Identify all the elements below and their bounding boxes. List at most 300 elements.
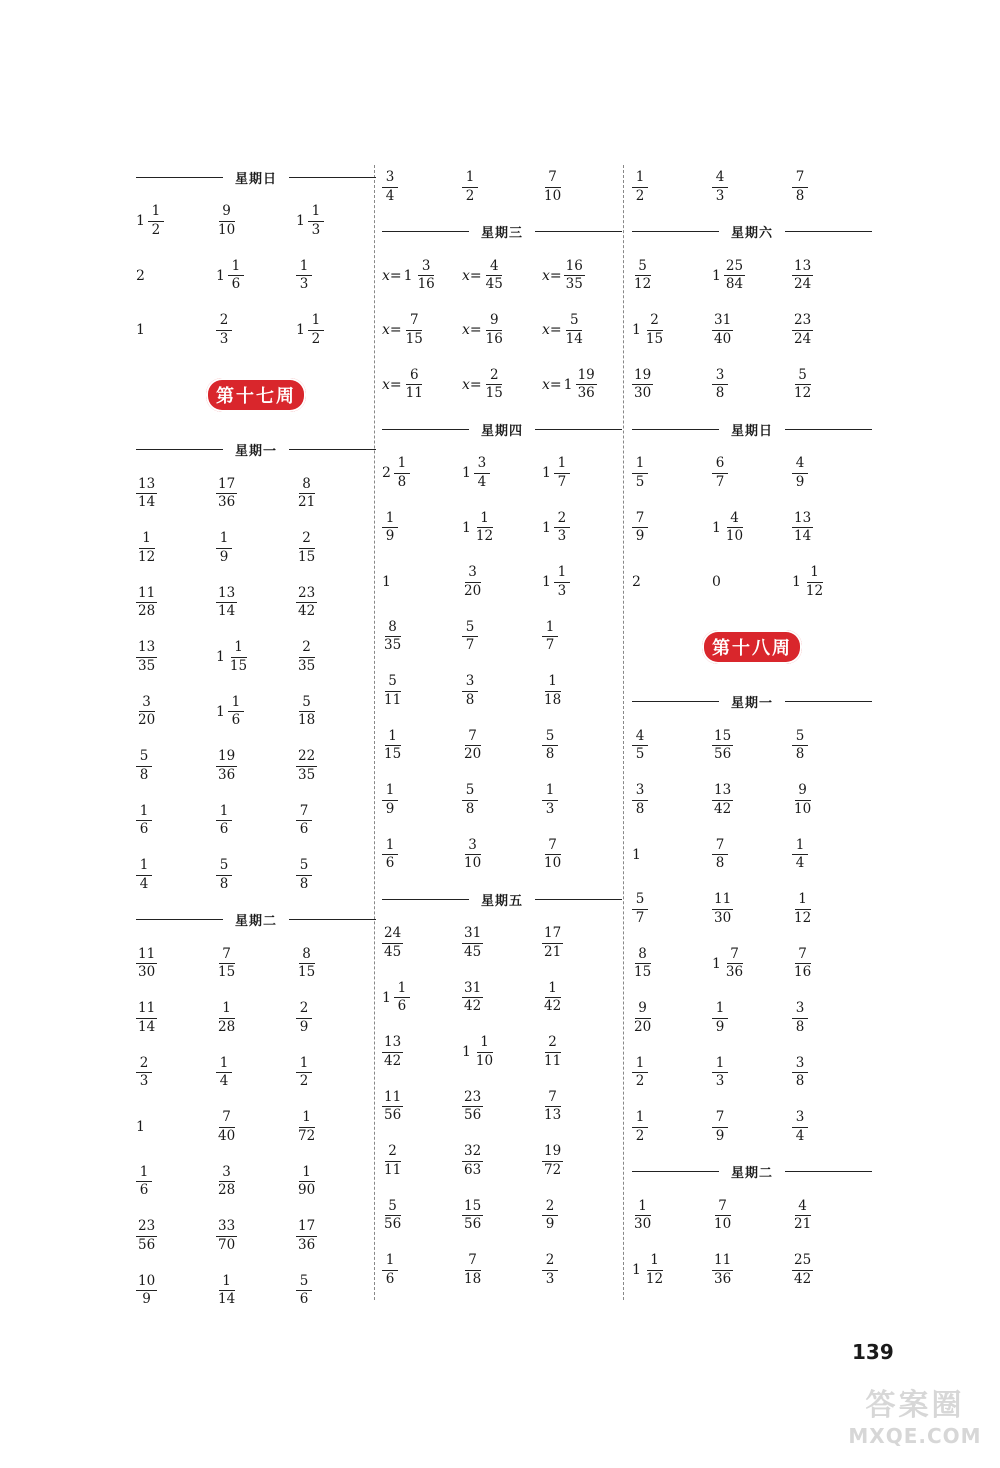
fraction [228, 641, 249, 673]
answer-cell [712, 727, 792, 763]
answer-cell [136, 584, 216, 620]
fraction [382, 618, 403, 654]
answer-cell [712, 836, 792, 872]
fraction [632, 727, 648, 763]
numerator: 5 [385, 675, 401, 692]
denominator: 24 [794, 330, 812, 347]
fraction [382, 1197, 403, 1233]
numerator: 7 [406, 314, 422, 331]
numerator: 2 [542, 1200, 558, 1217]
variable-prefix: x= [542, 267, 562, 284]
fraction [542, 1197, 558, 1233]
fraction [632, 893, 648, 925]
denominator: 70 [218, 1236, 236, 1253]
numerator: 1 [647, 1254, 663, 1271]
numerator: 1 [632, 171, 648, 188]
denominator: 12 [138, 548, 156, 565]
whole-number: 1 [462, 465, 471, 482]
answer-cell [712, 784, 792, 816]
numerator: 2 [647, 314, 663, 331]
numerator: 6 [406, 369, 422, 386]
numerator: 1 [382, 1254, 398, 1271]
answer-cell [382, 1088, 462, 1124]
numerator: 17 [542, 927, 563, 944]
numerator: 1 [545, 675, 561, 692]
fraction [564, 257, 585, 293]
fraction [804, 566, 825, 598]
fraction [554, 457, 570, 489]
denominator: 40 [714, 330, 732, 347]
answer-cell [542, 836, 622, 872]
answer-row [382, 828, 622, 883]
answer-cell [462, 457, 542, 489]
denominator: 15 [229, 657, 248, 674]
denominator: 24 [794, 276, 812, 293]
numerator: 9 [635, 1002, 651, 1019]
denominator: 2 [465, 187, 475, 204]
answer-cell [296, 641, 376, 673]
answer-cell [712, 171, 792, 203]
denominator: 28 [218, 1182, 236, 1199]
answer-row [632, 991, 872, 1046]
denominator: 3 [715, 1073, 725, 1090]
numerator: 23 [136, 1220, 157, 1237]
denominator: 8 [795, 187, 805, 204]
answer-cell [792, 1111, 872, 1143]
denominator: 6 [299, 1291, 309, 1308]
answer-row [632, 446, 872, 501]
answer-cell [216, 693, 296, 729]
numerator: 4 [632, 730, 648, 747]
answer-cell [382, 675, 462, 707]
fraction [382, 1088, 403, 1124]
day-label: 星期二 [731, 1166, 774, 1181]
fraction [216, 1220, 237, 1252]
denominator: 9 [795, 473, 805, 490]
fraction [228, 693, 244, 729]
answer-cell [382, 927, 462, 959]
numerator: 11 [712, 1254, 733, 1271]
answer-column-1 [136, 160, 376, 1318]
denominator: 7 [545, 637, 555, 654]
fraction [542, 1036, 563, 1068]
fraction [382, 1036, 403, 1068]
answer-cell [216, 1002, 296, 1034]
numerator: 8 [385, 621, 401, 638]
fraction [484, 257, 505, 293]
denominator: 8 [465, 800, 475, 817]
denominator: 3 [139, 1073, 149, 1090]
numerator: 7 [545, 839, 561, 856]
answer-cell [462, 257, 542, 293]
week-banner [136, 358, 376, 433]
fraction [712, 893, 733, 925]
numerator: 1 [136, 859, 152, 876]
week-label: 第十八周 [712, 638, 792, 659]
answer-cell [136, 475, 216, 511]
numerator: 4 [792, 457, 808, 474]
answer-row [136, 685, 376, 740]
answer-cell [382, 366, 462, 402]
answer-row [136, 1209, 376, 1264]
answer-cell [542, 618, 622, 654]
numerator: 1 [542, 784, 558, 801]
fraction [542, 979, 563, 1015]
fraction [462, 675, 478, 707]
denominator: 72 [298, 1127, 316, 1144]
fraction [296, 945, 317, 981]
fraction [542, 836, 563, 872]
fraction [712, 1111, 728, 1143]
numerator: 2 [542, 1254, 558, 1271]
answer-row [632, 937, 872, 992]
numerator: 3 [219, 1166, 235, 1183]
denominator: 14 [138, 494, 156, 511]
answer-cell [136, 750, 216, 782]
denominator: 9 [545, 1216, 555, 1233]
denominator: 3 [715, 187, 725, 204]
week-label: 第十七周 [216, 386, 296, 407]
answer-row [136, 1264, 376, 1319]
answer-cell [632, 893, 712, 925]
denominator: 10 [794, 800, 812, 817]
numerator: 1 [545, 982, 561, 999]
denominator: 8 [795, 1018, 805, 1035]
numerator: 1 [632, 1057, 648, 1074]
variable-prefix: x= [462, 322, 482, 339]
numerator: 1 [136, 1166, 152, 1183]
denominator: 10 [714, 1216, 732, 1233]
fraction [216, 1054, 232, 1090]
denominator: 35 [384, 637, 402, 654]
fraction [712, 1002, 728, 1034]
denominator: 15 [298, 964, 316, 981]
numerator: 1 [807, 566, 823, 583]
answer-cell [542, 979, 622, 1015]
answer-row [632, 828, 872, 883]
answer-cell [462, 1036, 542, 1068]
numerator: 1 [231, 641, 247, 658]
denominator: 14 [218, 603, 236, 620]
denominator: 42 [714, 800, 732, 817]
numerator: 5 [216, 859, 232, 876]
fraction [296, 532, 317, 564]
answer-cell [712, 457, 792, 489]
whole-number: 1 [712, 519, 721, 536]
fraction [644, 1254, 665, 1286]
answer-cell [542, 727, 622, 763]
answer-row [136, 303, 376, 358]
answer-cell [712, 574, 792, 590]
answer-cell [382, 574, 462, 590]
answer-row [382, 1080, 622, 1135]
fraction [564, 314, 585, 346]
fraction [308, 314, 324, 346]
answer-cell [382, 727, 462, 763]
denominator: 9 [385, 528, 395, 545]
denominator: 90 [298, 1182, 316, 1199]
day-label: 星期三 [481, 226, 524, 241]
fraction [462, 784, 478, 816]
fraction [216, 750, 237, 782]
denominator: 30 [714, 909, 732, 926]
numerator: 9 [795, 784, 811, 801]
denominator: 9 [715, 1018, 725, 1035]
denominator: 14 [138, 1018, 156, 1035]
answer-row [136, 249, 376, 304]
denominator: 9 [299, 1018, 309, 1035]
answer-cell [382, 979, 462, 1015]
answer-cell [712, 366, 792, 402]
denominator: 8 [795, 746, 805, 763]
answer-row [632, 1046, 872, 1101]
fraction [462, 618, 478, 654]
numerator: 22 [296, 750, 317, 767]
answer-cell [792, 1054, 872, 1090]
numerator: 1 [216, 1057, 232, 1074]
numerator: 1 [712, 1002, 728, 1019]
numerator: 1 [712, 1057, 728, 1074]
denominator: 14 [565, 330, 583, 347]
answer-cell [216, 1054, 296, 1090]
whole-number: 1 [632, 846, 641, 863]
fraction [404, 314, 425, 346]
fraction [416, 257, 437, 293]
variable-prefix: x= [382, 376, 402, 393]
day-label: 星期六 [731, 226, 774, 241]
answer-cell [792, 366, 872, 402]
fraction [382, 836, 398, 872]
answer-cell [542, 1088, 622, 1124]
numerator: 3 [465, 839, 481, 856]
answer-cell [296, 945, 376, 981]
denominator: 4 [139, 875, 149, 892]
whole-number: 2 [382, 465, 391, 482]
numerator: 13 [792, 512, 813, 529]
fraction [712, 784, 733, 816]
numerator: 19 [216, 750, 237, 767]
fraction [792, 366, 813, 402]
numerator: 1 [462, 171, 478, 188]
denominator: 9 [715, 1127, 725, 1144]
whole-number: 1 [462, 1044, 471, 1061]
week-badge [206, 378, 306, 412]
fraction [792, 1054, 808, 1090]
denominator: 3 [557, 582, 567, 599]
denominator: 11 [544, 1052, 562, 1069]
fraction [792, 457, 808, 489]
fraction [632, 509, 648, 545]
answer-cell [632, 1111, 712, 1143]
fraction [382, 675, 403, 707]
denominator: 3 [545, 1270, 555, 1287]
answer-cell [136, 205, 216, 237]
numerator: 1 [382, 839, 398, 856]
fraction [296, 1163, 317, 1199]
numerator: 1 [148, 205, 164, 222]
numerator: 31 [462, 982, 483, 999]
fraction [382, 927, 403, 959]
fraction [542, 618, 558, 654]
fraction [542, 1088, 563, 1124]
fraction [382, 1145, 403, 1177]
fraction [792, 893, 813, 925]
fraction [712, 1254, 733, 1286]
fraction [792, 945, 813, 981]
answer-cell [792, 945, 872, 981]
denominator: 21 [298, 494, 316, 511]
fraction [136, 802, 152, 838]
fraction [296, 1002, 312, 1034]
fraction [462, 171, 478, 203]
fraction [404, 366, 425, 402]
denominator: 12 [475, 528, 494, 545]
denominator: 2 [635, 187, 645, 204]
answer-cell [296, 1002, 376, 1034]
fraction [632, 257, 653, 293]
denominator: 15 [384, 746, 402, 763]
denominator: 15 [645, 330, 664, 347]
numerator: 1 [299, 1166, 315, 1183]
fraction [632, 457, 648, 489]
answer-cell [216, 314, 296, 346]
answer-cell [136, 322, 216, 338]
answer-row [136, 630, 376, 685]
denominator: 56 [138, 1236, 156, 1253]
answer-cell [382, 457, 462, 489]
denominator: 6 [397, 998, 407, 1015]
denominator: 20 [464, 582, 482, 599]
fraction [792, 314, 813, 346]
numerator: 4 [795, 1200, 811, 1217]
denominator: 6 [385, 855, 395, 872]
fraction [216, 945, 237, 981]
fraction [136, 750, 152, 782]
denominator: 8 [397, 473, 407, 490]
denominator: 12 [645, 1270, 664, 1287]
whole-number: 1 [542, 465, 551, 482]
fraction [724, 945, 745, 981]
denominator: 35 [298, 657, 316, 674]
answer-row [136, 521, 376, 576]
numerator: 13 [382, 1036, 403, 1053]
denominator: 56 [384, 1107, 402, 1124]
answer-cell [136, 1220, 216, 1252]
numerator: 5 [296, 1275, 312, 1292]
numerator: 2 [385, 1145, 401, 1162]
answer-row [632, 160, 872, 215]
numerator: 1 [228, 696, 244, 713]
numerator: 5 [542, 730, 558, 747]
numerator: 1 [299, 1111, 315, 1128]
answer-cell [296, 475, 376, 511]
numerator: 1 [632, 1111, 648, 1128]
answer-cell [542, 1197, 622, 1233]
answer-cell [462, 836, 542, 872]
denominator: 11 [405, 385, 423, 402]
denominator: 42 [384, 1052, 402, 1069]
denominator: 4 [795, 855, 805, 872]
numerator: 2 [216, 314, 232, 331]
denominator: 4 [795, 1127, 805, 1144]
numerator: 11 [136, 587, 157, 604]
answer-row [632, 555, 872, 610]
answer-cell [382, 1254, 462, 1286]
fraction [216, 205, 237, 237]
fraction [382, 509, 398, 545]
fraction [712, 727, 733, 763]
answer-cell [632, 1197, 712, 1233]
fraction [148, 205, 164, 237]
numerator: 15 [462, 1200, 483, 1217]
answer-cell [136, 641, 216, 673]
answer-cell [216, 475, 296, 511]
answer-cell [542, 257, 622, 293]
whole-number: 2 [136, 267, 145, 284]
fraction [632, 1111, 648, 1143]
day-header [382, 412, 622, 446]
fraction [136, 1220, 157, 1252]
denominator: 12 [794, 909, 812, 926]
numerator: 31 [712, 314, 733, 331]
answer-row [632, 249, 872, 304]
numerator: 1 [308, 314, 324, 331]
denominator: 4 [477, 473, 487, 490]
fraction [542, 927, 563, 959]
numerator: 7 [632, 512, 648, 529]
denominator: 16 [417, 276, 435, 293]
fraction [724, 509, 745, 545]
denominator: 35 [565, 276, 583, 293]
numerator: 23 [296, 587, 317, 604]
answer-cell [712, 1197, 792, 1233]
denominator: 35 [138, 657, 156, 674]
answer-cell [632, 314, 712, 346]
fraction [296, 859, 312, 891]
answer-row [382, 916, 622, 971]
denominator: 3 [299, 276, 309, 293]
numerator: 7 [545, 171, 561, 188]
numerator: 8 [299, 478, 315, 495]
numerator: 3 [465, 566, 481, 583]
answer-cell [136, 1054, 216, 1090]
numerator: 1 [216, 532, 232, 549]
fraction [644, 314, 665, 346]
numerator: 13 [712, 784, 733, 801]
answer-row [136, 1046, 376, 1101]
answer-cell [632, 574, 712, 590]
numerator: 8 [299, 948, 315, 965]
denominator: 6 [231, 276, 241, 293]
numerator: 5 [566, 314, 582, 331]
answer-cell [136, 945, 216, 981]
answer-cell [792, 457, 872, 489]
answer-cell [296, 802, 376, 838]
fraction [792, 257, 813, 293]
fraction [792, 784, 813, 816]
answer-cell [296, 1220, 376, 1252]
answer-cell [296, 750, 376, 782]
denominator: 35 [298, 766, 316, 783]
answer-cell [462, 675, 542, 707]
fraction [474, 457, 490, 489]
denominator: 18 [464, 1270, 482, 1287]
numerator: 3 [139, 696, 155, 713]
fraction [474, 509, 495, 545]
answer-row [136, 794, 376, 849]
numerator: 1 [136, 805, 152, 822]
answer-cell [792, 566, 872, 598]
